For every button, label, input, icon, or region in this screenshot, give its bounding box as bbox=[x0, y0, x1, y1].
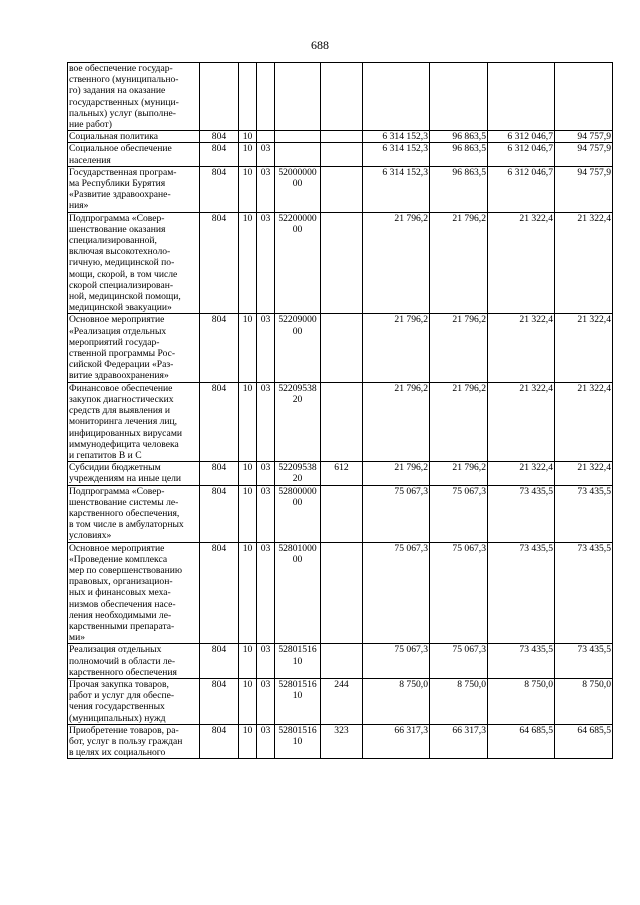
row-subsection-code: 03 bbox=[257, 143, 275, 166]
row-amount-1: 6 314 152,3 bbox=[363, 131, 430, 143]
row-amount-4: 94 757,9 bbox=[555, 131, 613, 143]
row-amount-2 bbox=[430, 63, 488, 131]
row-expense-type-code bbox=[321, 166, 363, 212]
table-row bbox=[68, 382, 613, 461]
page-number: 688 bbox=[311, 38, 329, 52]
row-subsection-code: 03 bbox=[257, 166, 275, 212]
row-name: Реализация отдельных полномочий в области ле- карственного обеспечения bbox=[68, 644, 200, 679]
row-amount-1: 75 067,3 bbox=[363, 542, 430, 644]
row-grbs-code: 804 bbox=[200, 166, 239, 212]
row-amount-4: 64 685,5 bbox=[555, 724, 613, 759]
row-amount-1: 8 750,0 bbox=[363, 678, 430, 724]
table-row bbox=[68, 212, 613, 314]
row-grbs-code: 804 bbox=[200, 212, 239, 314]
row-expense-type-code bbox=[321, 382, 363, 461]
row-amount-4: 94 757,9 bbox=[555, 143, 613, 166]
table-row bbox=[68, 143, 613, 166]
row-amount-2: 75 067,3 bbox=[430, 485, 488, 542]
row-amount-2: 8 750,0 bbox=[430, 678, 488, 724]
row-amount-3 bbox=[488, 63, 555, 131]
row-expense-type-code: 323 bbox=[321, 724, 363, 759]
row-expense-type-code bbox=[321, 212, 363, 314]
row-amount-3: 73 435,5 bbox=[488, 485, 555, 542]
row-amount-2: 96 863,5 bbox=[430, 143, 488, 166]
row-section-code: 10 bbox=[239, 644, 257, 679]
row-section-code: 10 bbox=[239, 462, 257, 485]
row-grbs-code: 804 bbox=[200, 678, 239, 724]
row-name: Финансовое обеспечение закупок диагностических средств для выявления и мониторинга лечения лиц, инфицированных вирусами иммунодефицита человека и гепатитов B и C bbox=[68, 382, 200, 461]
row-subsection-code: 03 bbox=[257, 212, 275, 314]
row-amount-1: 21 796,2 bbox=[363, 462, 430, 485]
row-amount-1: 21 796,2 bbox=[363, 382, 430, 461]
row-expense-type-code bbox=[321, 542, 363, 644]
row-amount-4: 73 435,5 bbox=[555, 644, 613, 679]
row-grbs-code: 804 bbox=[200, 314, 239, 382]
row-target-article-code: 52209538 20 bbox=[275, 382, 321, 461]
row-target-article-code: 52800000 00 bbox=[275, 485, 321, 542]
row-subsection-code: 03 bbox=[257, 462, 275, 485]
row-amount-1: 21 796,2 bbox=[363, 314, 430, 382]
row-expense-type-code bbox=[321, 644, 363, 679]
table-row bbox=[68, 542, 613, 644]
row-name: Приобретение товаров, ра- бот, услуг в пользу граждан в целях их социального bbox=[68, 724, 200, 759]
row-subsection-code: 03 bbox=[257, 382, 275, 461]
row-grbs-code bbox=[200, 63, 239, 131]
row-section-code: 10 bbox=[239, 724, 257, 759]
row-subsection-code: 03 bbox=[257, 724, 275, 759]
row-grbs-code: 804 bbox=[200, 131, 239, 143]
row-amount-2: 21 796,2 bbox=[430, 212, 488, 314]
row-target-article-code: 52000000 00 bbox=[275, 166, 321, 212]
row-name: Подпрограмма «Совер- шенствование оказания специализированной, включая высокотехноло- гичную, медицинской по- мощи, скорой, в том числе скорой специализирован- ной, медицинской помощи, медицинской эвакуации» bbox=[68, 212, 200, 314]
row-subsection-code bbox=[257, 131, 275, 143]
row-grbs-code: 804 bbox=[200, 724, 239, 759]
row-target-article-code: 52209538 20 bbox=[275, 462, 321, 485]
table-row bbox=[68, 462, 613, 485]
row-amount-2: 96 863,5 bbox=[430, 166, 488, 212]
row-expense-type-code: 612 bbox=[321, 462, 363, 485]
row-expense-type-code bbox=[321, 131, 363, 143]
row-grbs-code: 804 bbox=[200, 644, 239, 679]
row-target-article-code: 52801000 00 bbox=[275, 542, 321, 644]
row-name: вое обеспечение государ- ственного (муниципально- го) задания на оказание государственных (муници- пальных) услуг (выполне- ние работ) bbox=[68, 63, 200, 131]
row-name: Основное мероприятие «Проведение комплекса мер по совершенствованию правовых, организацион- ных и финансовых меха- низмов обеспечения насе- ления необходимыми ле- карственными препарата- ми» bbox=[68, 542, 200, 644]
row-section-code: 10 bbox=[239, 485, 257, 542]
row-section-code: 10 bbox=[239, 382, 257, 461]
row-expense-type-code bbox=[321, 63, 363, 131]
row-subsection-code: 03 bbox=[257, 314, 275, 382]
row-amount-1: 75 067,3 bbox=[363, 485, 430, 542]
budget-table bbox=[67, 62, 613, 759]
row-amount-2: 75 067,3 bbox=[430, 644, 488, 679]
row-name: Социальная политика bbox=[68, 131, 200, 143]
row-amount-3: 21 322,4 bbox=[488, 462, 555, 485]
row-section-code: 10 bbox=[239, 314, 257, 382]
row-amount-3: 21 322,4 bbox=[488, 382, 555, 461]
row-section-code: 10 bbox=[239, 542, 257, 644]
row-section-code: 10 bbox=[239, 131, 257, 143]
row-section-code: 10 bbox=[239, 212, 257, 314]
row-name: Социальное обеспечение населения bbox=[68, 143, 200, 166]
row-amount-2: 21 796,2 bbox=[430, 314, 488, 382]
row-name: Прочая закупка товаров, работ и услуг для обеспе- чения государственных (муниципальных) нужд bbox=[68, 678, 200, 724]
table-row bbox=[68, 166, 613, 212]
row-amount-3: 21 322,4 bbox=[488, 314, 555, 382]
row-target-article-code: 52801516 10 bbox=[275, 644, 321, 679]
row-amount-1: 6 314 152,3 bbox=[363, 166, 430, 212]
row-target-article-code bbox=[275, 63, 321, 131]
row-name: Подпрограмма «Совер- шенствование системы ле- карственного обеспечения, в том числе в амбулаторных условиях» bbox=[68, 485, 200, 542]
row-amount-1: 6 314 152,3 bbox=[363, 143, 430, 166]
row-amount-4: 8 750,0 bbox=[555, 678, 613, 724]
row-amount-4: 21 322,4 bbox=[555, 462, 613, 485]
row-grbs-code: 804 bbox=[200, 382, 239, 461]
row-amount-4: 21 322,4 bbox=[555, 382, 613, 461]
row-amount-2: 75 067,3 bbox=[430, 542, 488, 644]
row-expense-type-code bbox=[321, 485, 363, 542]
table-row bbox=[68, 131, 613, 143]
table-row bbox=[68, 644, 613, 679]
row-amount-4: 94 757,9 bbox=[555, 166, 613, 212]
table-row bbox=[68, 314, 613, 382]
table-row bbox=[68, 724, 613, 759]
row-subsection-code: 03 bbox=[257, 644, 275, 679]
row-amount-3: 73 435,5 bbox=[488, 644, 555, 679]
row-target-article-code: 52801516 10 bbox=[275, 678, 321, 724]
row-amount-3: 6 312 046,7 bbox=[488, 166, 555, 212]
row-grbs-code: 804 bbox=[200, 143, 239, 166]
row-amount-3: 64 685,5 bbox=[488, 724, 555, 759]
row-amount-4 bbox=[555, 63, 613, 131]
row-grbs-code: 804 bbox=[200, 462, 239, 485]
table-row bbox=[68, 63, 613, 131]
row-amount-3: 21 322,4 bbox=[488, 212, 555, 314]
row-subsection-code: 03 bbox=[257, 485, 275, 542]
row-section-code: 10 bbox=[239, 166, 257, 212]
row-target-article-code bbox=[275, 143, 321, 166]
row-amount-1: 21 796,2 bbox=[363, 212, 430, 314]
row-expense-type-code: 244 bbox=[321, 678, 363, 724]
row-amount-3: 6 312 046,7 bbox=[488, 131, 555, 143]
row-amount-4: 73 435,5 bbox=[555, 485, 613, 542]
row-section-code: 10 bbox=[239, 143, 257, 166]
table-row bbox=[68, 678, 613, 724]
row-target-article-code: 52209000 00 bbox=[275, 314, 321, 382]
table-row bbox=[68, 485, 613, 542]
row-amount-2: 66 317,3 bbox=[430, 724, 488, 759]
row-amount-2: 21 796,2 bbox=[430, 382, 488, 461]
row-name: Субсидии бюджетным учреждениям на иные цели bbox=[68, 462, 200, 485]
row-name: Основное мероприятие «Реализация отдельных мероприятий государ- ственной программы Рос- сийской Федерации «Раз- витие здравоохранения» bbox=[68, 314, 200, 382]
row-amount-3: 8 750,0 bbox=[488, 678, 555, 724]
row-amount-2: 21 796,2 bbox=[430, 462, 488, 485]
row-section-code bbox=[239, 63, 257, 131]
row-amount-1 bbox=[363, 63, 430, 131]
row-section-code: 10 bbox=[239, 678, 257, 724]
row-subsection-code: 03 bbox=[257, 678, 275, 724]
row-amount-3: 6 312 046,7 bbox=[488, 143, 555, 166]
row-amount-4: 73 435,5 bbox=[555, 542, 613, 644]
row-grbs-code: 804 bbox=[200, 485, 239, 542]
row-subsection-code bbox=[257, 63, 275, 131]
row-target-article-code: 52801516 10 bbox=[275, 724, 321, 759]
row-amount-2: 96 863,5 bbox=[430, 131, 488, 143]
row-amount-3: 73 435,5 bbox=[488, 542, 555, 644]
row-amount-4: 21 322,4 bbox=[555, 314, 613, 382]
row-target-article-code bbox=[275, 131, 321, 143]
row-subsection-code: 03 bbox=[257, 542, 275, 644]
row-amount-1: 66 317,3 bbox=[363, 724, 430, 759]
row-name: Государственная програм- ма Республики Бурятия «Развитие здравоохране- ния» bbox=[68, 166, 200, 212]
row-expense-type-code bbox=[321, 314, 363, 382]
row-target-article-code: 52200000 00 bbox=[275, 212, 321, 314]
row-amount-1: 75 067,3 bbox=[363, 644, 430, 679]
row-grbs-code: 804 bbox=[200, 542, 239, 644]
row-amount-4: 21 322,4 bbox=[555, 212, 613, 314]
row-expense-type-code bbox=[321, 143, 363, 166]
